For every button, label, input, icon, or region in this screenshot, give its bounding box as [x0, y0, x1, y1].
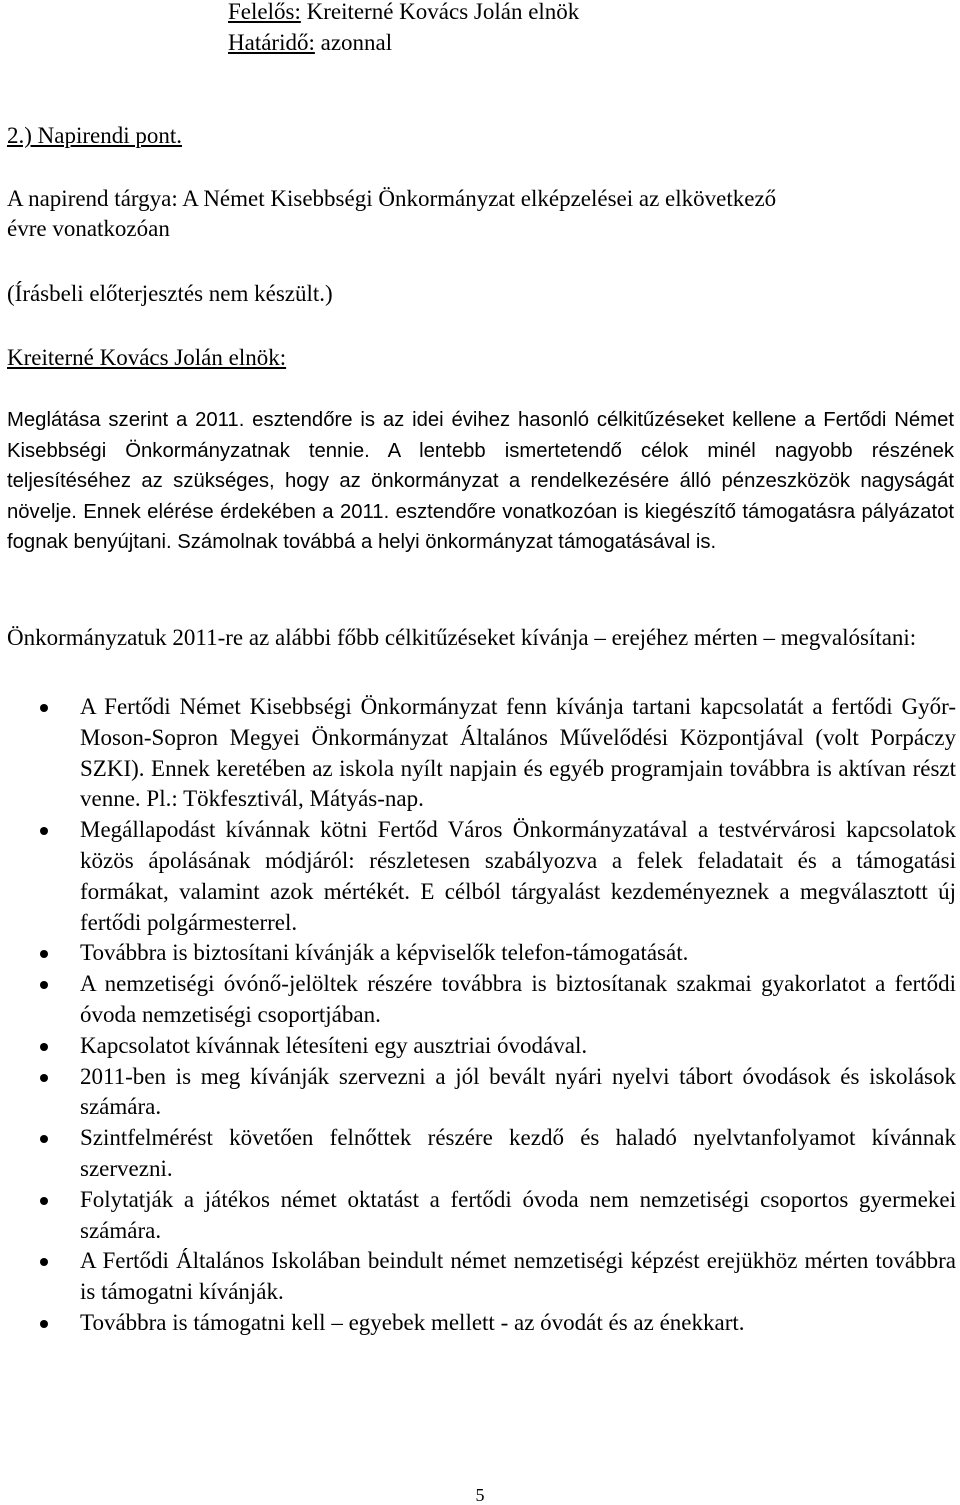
list-item-text: Továbbra is támogatni kell – egyebek mellett - az óvodát és az énekkart.	[80, 1309, 745, 1335]
list-item	[0, 692, 956, 815]
list-item-text: A Fertődi Német Kisebbségi Önkormányzat fenn kívánja tartani kapcsolatát a fertődi Győr-Moson-Sopron Megyei Önkormányzat Általános Művelődési Központjával (volt Porpáczy SZKI). Ennek keretében az iskola nyílt napjain és egyéb programjain továbbra is aktívan részt venne. Pl.: Tökfesztivál, Mátyás-nap.	[80, 694, 956, 812]
list-item	[0, 1246, 956, 1308]
list-item-text: Folytatják a játékos német oktatást a fertődi óvoda nem nemzetiségi csoportos gyermekei számára.	[80, 1186, 956, 1243]
list-item-text: A nemzetiségi óvónő-jelöltek részére továbbra is biztosítanak szakmai gyakorlatot a fertődi óvoda nemzetiségi csoportjában.	[80, 971, 956, 1027]
list-item	[0, 969, 956, 1031]
paragraph-goals-intro: Meglátása szerint a 2011. esztendőre is az idei évihez hasonló célkitűzéseket kellene a Fertődi Német Kisebbségi Önkormányzatnak tennie. A lentebb ismertetendő célok minél nagyobb részének teljesítéséhez az szükséges, hogy az önkormányzat a rendelkezésére álló pénzeszközök nagyságát növelje. Ennek elérése érdekében a 2011. esztendőre vonatkozóan is kiegészítő támogatásra pályázatot fognak benyújtani. Számolnak továbbá a helyi önkormányzat támogatásával is.	[7, 409, 954, 554]
deadline-line	[228, 28, 392, 58]
agenda-subject-line-2: évre vonatkozóan	[7, 216, 170, 241]
agenda-point-heading: 2.) Napirendi pont.	[7, 123, 183, 148]
list-item-text: Megállapodást kívánnak kötni Fertőd Város Önkormányzatával a testvérvárosi kapcsolatok közös ápolásának módjáról: részletesen szabályozva a felek feladatait és a támogatási formákat, valamint azok mértékét. E célból tárgyalást kezdeményeznek a megválasztott új fertődi polgármesterrel.	[80, 817, 956, 935]
agenda-note: (Írásbeli előterjesztés nem készült.)	[7, 281, 333, 306]
bullet-icon	[40, 1074, 48, 1082]
responsible-label: Felelős:	[228, 0, 301, 24]
list-item-text: 2011-ben is meg kívánják szervezni a jól bevált nyári nyelvi tábort óvodások és iskolások számára.	[80, 1063, 956, 1120]
speaker-heading: Kreiterné Kovács Jolán elnök:	[7, 345, 287, 370]
deadline-label: Határidő:	[228, 30, 315, 55]
bullet-icon	[40, 1197, 48, 1205]
bullet-icon	[40, 1043, 48, 1051]
agenda-subject-line-1: A napirend tárgya: A Német Kisebbségi Önkormányzat elképzelései az elkövetkező	[7, 186, 777, 211]
page-number: 5	[475, 1485, 485, 1505]
bullet-icon	[40, 1258, 48, 1266]
bullet-icon	[40, 827, 48, 835]
bullet-icon	[40, 981, 48, 989]
list-item-text: Továbbra is biztosítani kívánják a képviselők telefon-támogatását.	[80, 940, 689, 966]
goals-list	[0, 692, 956, 1339]
bullet-icon	[40, 704, 48, 712]
bullet-icon	[40, 1320, 48, 1328]
list-item	[0, 1185, 956, 1247]
list-item	[0, 1031, 956, 1062]
bullet-icon	[40, 1135, 48, 1143]
responsible-value: Kreiterné Kovács Jolán elnök	[300, 0, 580, 24]
list-item	[0, 1062, 956, 1124]
list-item	[0, 938, 956, 969]
paragraph-goals-lead: Önkormányzatuk 2011-re az alábbi főbb célkitűzéseket kívánja – erejéhez mérten – megvalósítani:	[7, 625, 917, 650]
list-item	[0, 1123, 956, 1185]
deadline-value: azonnal	[314, 30, 393, 55]
list-item	[0, 815, 956, 938]
list-item-text: Kapcsolatot kívánnak létesíteni egy ausztriai óvodával.	[80, 1032, 588, 1058]
bullet-icon	[40, 950, 48, 958]
list-item-text: Szintfelmérést követően felnőttek részére kezdő és haladó nyelvtanfolyamot kívánnak szervezni.	[80, 1125, 956, 1181]
list-item-text: A Fertődi Általános Iskolában beindult német nemzetiségi képzést erejükhöz mérten továbbra is támogatni kívánják.	[80, 1248, 956, 1305]
responsible-line	[228, 0, 579, 27]
list-item	[0, 1308, 956, 1339]
